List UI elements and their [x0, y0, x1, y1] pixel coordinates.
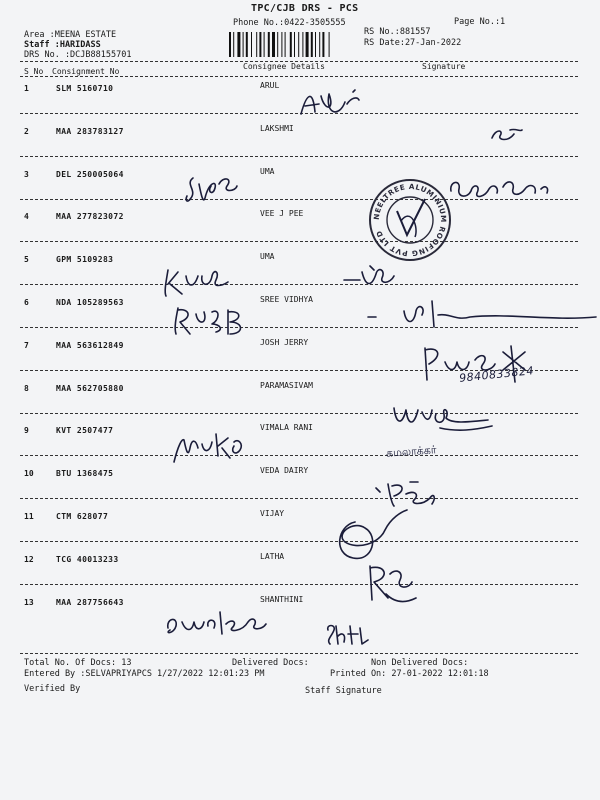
row-sno: 11	[24, 512, 34, 521]
row-sno: 4	[24, 212, 29, 221]
row-sno: 6	[24, 298, 29, 307]
handwritten-tamil: கமலாக்கர்	[385, 443, 437, 460]
signature-11	[325, 508, 425, 568]
signature-6b	[360, 295, 600, 335]
row-consignee: ARUL	[260, 81, 280, 90]
row-consignee: VIMALA RANI	[260, 423, 313, 432]
page-number: Page No.:1	[454, 17, 506, 27]
row-consignee: PARAMASIVAM	[260, 381, 313, 390]
column-signature: Signature	[422, 62, 466, 71]
row-divider	[20, 498, 578, 499]
signature-9	[168, 428, 248, 468]
column-consignment: Consignment No	[52, 67, 120, 76]
row-consignment-no: DEL 250005064	[56, 170, 124, 179]
header-top-rule	[20, 61, 578, 62]
non-delivered-docs: Non Delivered Docs:	[371, 658, 469, 668]
signature-13a	[162, 604, 272, 644]
row-consignment-no: BTU 1368475	[56, 469, 114, 478]
row-consignment-no: TCG 40013233	[56, 555, 119, 564]
row-sno: 2	[24, 127, 29, 136]
row-consignee: VIJAY	[260, 509, 285, 518]
row-sno: 12	[24, 555, 34, 564]
phone-number: Phone No.:0422-3505555	[233, 18, 346, 28]
area-field: Area :MEENA ESTATE	[24, 30, 117, 40]
row-sno: 10	[24, 469, 34, 478]
signature-5b	[340, 262, 400, 292]
row-divider	[20, 156, 578, 157]
footer-rule	[20, 653, 578, 654]
signature-12	[360, 560, 420, 608]
signature-2	[486, 124, 526, 144]
verified-by: Verified By	[24, 684, 81, 694]
signature-13b	[322, 620, 372, 650]
delivered-docs: Delivered Docs:	[232, 658, 309, 668]
row-consignee: SREE VIDHYA	[260, 295, 313, 304]
row-consignment-no: NDA 105289563	[56, 298, 124, 307]
row-sno: 9	[24, 426, 29, 435]
staff-signature: Staff Signature	[305, 686, 382, 696]
row-consignee: UMA	[260, 252, 275, 261]
signature-5a	[160, 262, 240, 302]
row-consignee: JOSH JERRY	[260, 338, 309, 347]
row-consignment-no: GPM 5109283	[56, 255, 114, 264]
row-consignee: VEE J PEE	[260, 209, 304, 218]
sheet-title: TPC/CJB DRS - PCS	[251, 3, 359, 14]
total-docs: Total No. Of Docs: 13	[24, 658, 132, 668]
signature-6a	[168, 300, 258, 340]
row-consignee: VEDA DAIRY	[260, 466, 309, 475]
row-sno: 13	[24, 598, 34, 607]
row-sno: 8	[24, 384, 29, 393]
company-stamp	[367, 177, 453, 263]
rs-date: RS Date:27-Jan-2022	[364, 38, 462, 48]
row-consignment-no: MAA 283783127	[56, 127, 124, 136]
row-divider	[20, 584, 578, 585]
row-consignment-no: CTM 628077	[56, 512, 109, 521]
signature-10	[370, 478, 440, 512]
row-consignee: UMA	[260, 167, 275, 176]
row-consignment-no: MAA 287756643	[56, 598, 124, 607]
signature-8	[388, 400, 498, 440]
row-sno: 1	[24, 84, 29, 93]
entered-by: Entered By :SELVAPRIYAPCS 1/27/2022 12:01:23 PM	[24, 669, 265, 679]
row-consignment-no: MAA 563612849	[56, 341, 124, 350]
column-consignee: Consignee Details	[243, 62, 325, 71]
row-divider	[20, 284, 578, 285]
row-sno: 7	[24, 341, 29, 350]
staff-field: Staff :HARIDASS	[24, 40, 101, 50]
row-divider	[20, 241, 578, 242]
svg-text:NEELTREE ALUMINIUM ROOFING PVT: NEELTREE ALUMINIUM ROOFING PVT LTD	[371, 181, 449, 259]
row-divider	[20, 541, 578, 542]
rs-number: RS No.:881557	[364, 27, 431, 37]
column-sno: S No	[24, 67, 44, 76]
row-sno: 3	[24, 170, 29, 179]
row-consignee: LATHA	[260, 552, 285, 561]
barcode-icon	[229, 32, 359, 57]
signature-1	[295, 84, 365, 124]
row-sno: 5	[24, 255, 29, 264]
row-consignment-no: MAA 562705880	[56, 384, 124, 393]
row-divider	[20, 455, 578, 456]
header-bottom-rule	[20, 76, 578, 77]
drs-number: DRS No. :DCJB88155701	[24, 50, 132, 60]
signature-7	[415, 342, 565, 390]
printed-on: Printed On: 27-01-2022 12:01:18	[330, 669, 489, 679]
row-consignment-no: SLM 5160710	[56, 84, 114, 93]
row-consignment-no: KVT 2507477	[56, 426, 114, 435]
signature-4	[445, 175, 555, 205]
row-consignee: LAKSHMI	[260, 124, 294, 133]
row-consignee: SHANTHINI	[260, 595, 304, 604]
row-consignment-no: MAA 277823072	[56, 212, 124, 221]
handwritten-phone: 9840833824	[458, 364, 535, 385]
signature-3	[183, 170, 243, 210]
